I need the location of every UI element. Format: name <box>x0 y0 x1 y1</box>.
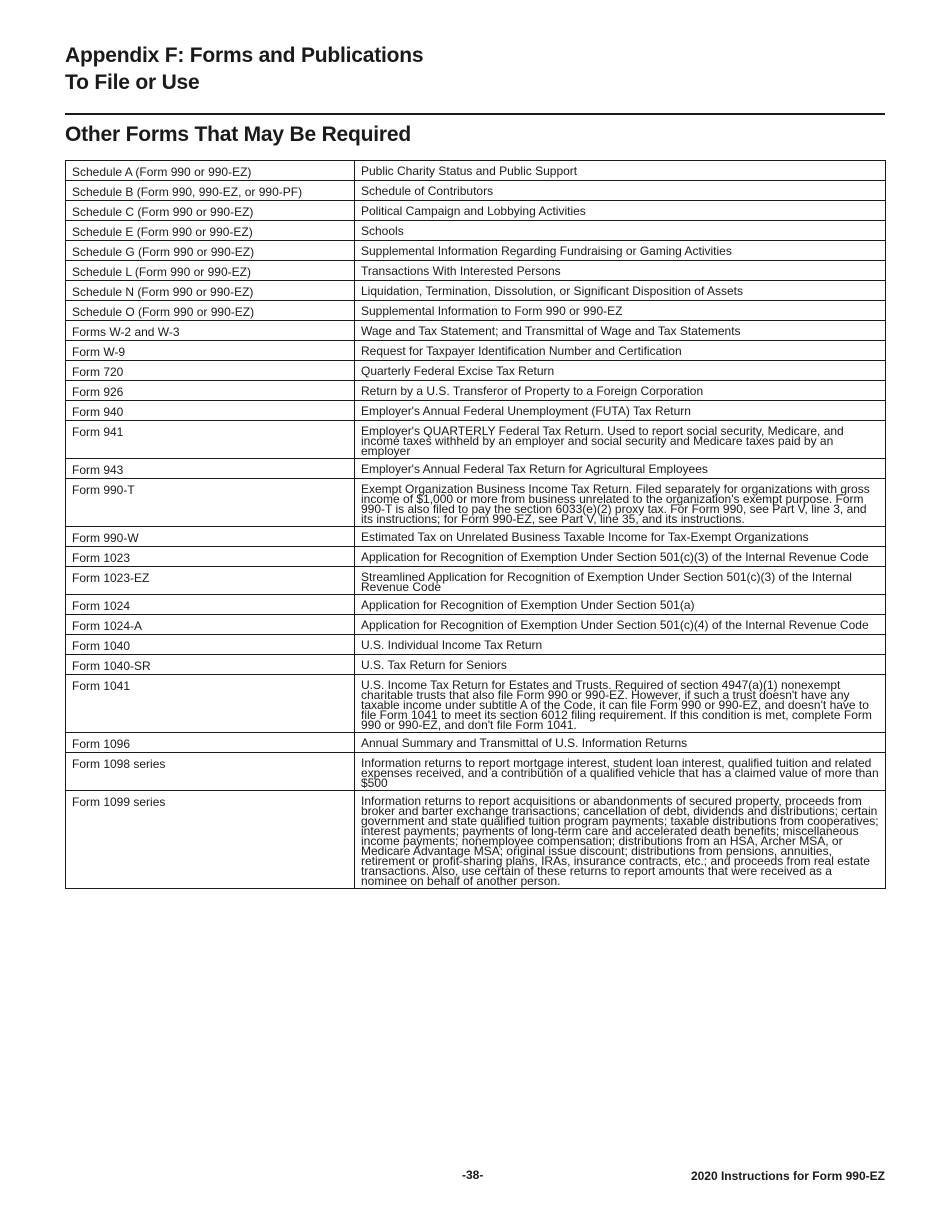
table-row <box>66 241 886 261</box>
form-description-cell: Schools <box>355 221 886 241</box>
form-description-cell: Wage and Tax Statement; and Transmittal of Wage and Tax Statements <box>355 321 886 341</box>
table-row <box>66 221 886 241</box>
table-row <box>66 655 886 675</box>
form-description-cell: U.S. Income Tax Return for Estates and Trusts. Required of section 4947(a)(1) nonexempt charitable trusts that also file Form 990 or 990-EZ. However, if such a trust doesn't have any taxable income under subtitle A of the Code, it can file Form 990 or 990-EZ, and doesn't have to file Form 1041 to meet its section 6012 filing requirement. If this condition is met, complete Form 990 or 990-EZ, and don't file Form 1041. <box>355 675 886 733</box>
form-name-cell: Form 940 <box>66 401 355 421</box>
form-name-cell: Forms W-2 and W-3 <box>66 321 355 341</box>
table-row <box>66 635 886 655</box>
form-description-cell: U.S. Individual Income Tax Return <box>355 635 886 655</box>
form-name-cell: Form 720 <box>66 361 355 381</box>
form-name-cell: Form 926 <box>66 381 355 401</box>
table-row <box>66 595 886 615</box>
page-number: -38- <box>462 1168 484 1182</box>
appendix-title <box>65 42 423 96</box>
table-row <box>66 401 886 421</box>
form-description-cell: Supplemental Information Regarding Fundraising or Gaming Activities <box>355 241 886 261</box>
appendix-title-line-2: To File or Use <box>65 71 200 94</box>
table-row <box>66 753 886 791</box>
form-description-cell: Information returns to report mortgage interest, student loan interest, qualified tuition and related expenses received, and a contribution of a qualified vehicle that has a claimed value of more than $500 <box>355 753 886 791</box>
table-row <box>66 567 886 595</box>
table-row <box>66 791 886 889</box>
header-divider <box>65 113 885 115</box>
table-row <box>66 281 886 301</box>
form-name-cell: Schedule A (Form 990 or 990-EZ) <box>66 161 355 181</box>
form-description-cell: Liquidation, Termination, Dissolution, or Significant Disposition of Assets <box>355 281 886 301</box>
table-row <box>66 615 886 635</box>
form-name-cell: Form 1024-A <box>66 615 355 635</box>
form-name-cell: Form 941 <box>66 421 355 459</box>
form-name-cell: Form 1023-EZ <box>66 567 355 595</box>
document-title: 2020 Instructions for Form 990-EZ <box>690 1169 885 1183</box>
table-row <box>66 459 886 479</box>
table-row <box>66 301 886 321</box>
form-name-cell: Schedule G (Form 990 or 990-EZ) <box>66 241 355 261</box>
form-name-cell: Form 1098 series <box>66 753 355 791</box>
table-row <box>66 261 886 281</box>
forms-table-body <box>66 161 886 889</box>
table-row <box>66 733 886 753</box>
form-description-cell: Employer's QUARTERLY Federal Tax Return. Used to report social security, Medicare, and income taxes withheld by an employer and social security and Medicare taxes paid by an employer <box>355 421 886 459</box>
form-name-cell: Form 1040-SR <box>66 655 355 675</box>
table-row <box>66 181 886 201</box>
table-row <box>66 527 886 547</box>
form-name-cell: Form 1099 series <box>66 791 355 889</box>
forms-table <box>65 160 886 889</box>
table-row <box>66 479 886 527</box>
form-description-cell: Request for Taxpayer Identification Number and Certification <box>355 341 886 361</box>
table-row <box>66 381 886 401</box>
table-row <box>66 361 886 381</box>
table-row <box>66 201 886 221</box>
form-description-cell: Information returns to report acquisitions or abandonments of secured property, proceeds from broker and barter exchange transactions; cancellation of debt, dividends and distributions; certain government and state qualified tuition program payments; taxable distributions from cooperatives; interest payments; payments of long-term care and accelerated death benefits; miscellaneous income payments; nonemployee compensation; distributions from an HSA, Archer MSA, or Medicare Advantage MSA; original issue discount; distributions from pensions, annuities, retirement or profit-sharing plans, IRAs, insurance contracts, etc.; and proceeds from real estate transactions. Also, use certain of these returns to report amounts that were received as a nominee on behalf of another person. <box>355 791 886 889</box>
appendix-title-line-1: Appendix F: Forms and Publications <box>65 44 424 67</box>
form-description-cell: Streamlined Application for Recognition of Exemption Under Section 501(c)(3) of the Internal Revenue Code <box>355 567 886 595</box>
form-description-cell: Schedule of Contributors <box>355 181 886 201</box>
form-description-cell: Supplemental Information to Form 990 or 990-EZ <box>355 301 886 321</box>
form-description-cell: Exempt Organization Business Income Tax Return. Filed separately for organizations with gross income of $1,000 or more from business unrelated to the organization's exempt purpose. Form 990-T is also filed to pay the section 6033(e)(2) proxy tax. For Form 990, see Part V, line 3, and its instructions; for Form 990-EZ, see Part V, line 35, and its instructions. <box>355 479 886 527</box>
form-description-cell: U.S. Tax Return for Seniors <box>355 655 886 675</box>
form-description-cell: Employer's Annual Federal Unemployment (FUTA) Tax Return <box>355 401 886 421</box>
form-description-cell: Application for Recognition of Exemption Under Section 501(a) <box>355 595 886 615</box>
form-name-cell: Schedule B (Form 990, 990-EZ, or 990-PF) <box>66 181 355 201</box>
form-name-cell: Schedule E (Form 990 or 990-EZ) <box>66 221 355 241</box>
form-description-cell: Application for Recognition of Exemption Under Section 501(c)(3) of the Internal Revenue Code <box>355 547 886 567</box>
table-row <box>66 161 886 181</box>
section-title: Other Forms That May Be Required <box>65 123 411 146</box>
form-name-cell: Form 1041 <box>66 675 355 733</box>
table-row <box>66 341 886 361</box>
table-row <box>66 675 886 733</box>
form-description-cell: Transactions With Interested Persons <box>355 261 886 281</box>
form-name-cell: Schedule N (Form 990 or 990-EZ) <box>66 281 355 301</box>
form-name-cell: Form 943 <box>66 459 355 479</box>
form-name-cell: Form 1040 <box>66 635 355 655</box>
form-description-cell: Return by a U.S. Transferor of Property to a Foreign Corporation <box>355 381 886 401</box>
form-name-cell: Form 1023 <box>66 547 355 567</box>
form-name-cell: Schedule O (Form 990 or 990-EZ) <box>66 301 355 321</box>
form-description-cell: Application for Recognition of Exemption Under Section 501(c)(4) of the Internal Revenue Code <box>355 615 886 635</box>
form-description-cell: Public Charity Status and Public Support <box>355 161 886 181</box>
form-name-cell: Form W-9 <box>66 341 355 361</box>
form-name-cell: Form 1024 <box>66 595 355 615</box>
form-description-cell: Quarterly Federal Excise Tax Return <box>355 361 886 381</box>
form-name-cell: Form 990-T <box>66 479 355 527</box>
table-row <box>66 547 886 567</box>
form-description-cell: Employer's Annual Federal Tax Return for Agricultural Employees <box>355 459 886 479</box>
form-description-cell: Political Campaign and Lobbying Activities <box>355 201 886 221</box>
form-name-cell: Schedule L (Form 990 or 990-EZ) <box>66 261 355 281</box>
form-name-cell: Form 1096 <box>66 733 355 753</box>
table-row <box>66 321 886 341</box>
form-description-cell: Annual Summary and Transmittal of U.S. Information Returns <box>355 733 886 753</box>
form-name-cell: Schedule C (Form 990 or 990-EZ) <box>66 201 355 221</box>
form-name-cell: Form 990-W <box>66 527 355 547</box>
table-row <box>66 421 886 459</box>
form-description-cell: Estimated Tax on Unrelated Business Taxable Income for Tax-Exempt Organizations <box>355 527 886 547</box>
